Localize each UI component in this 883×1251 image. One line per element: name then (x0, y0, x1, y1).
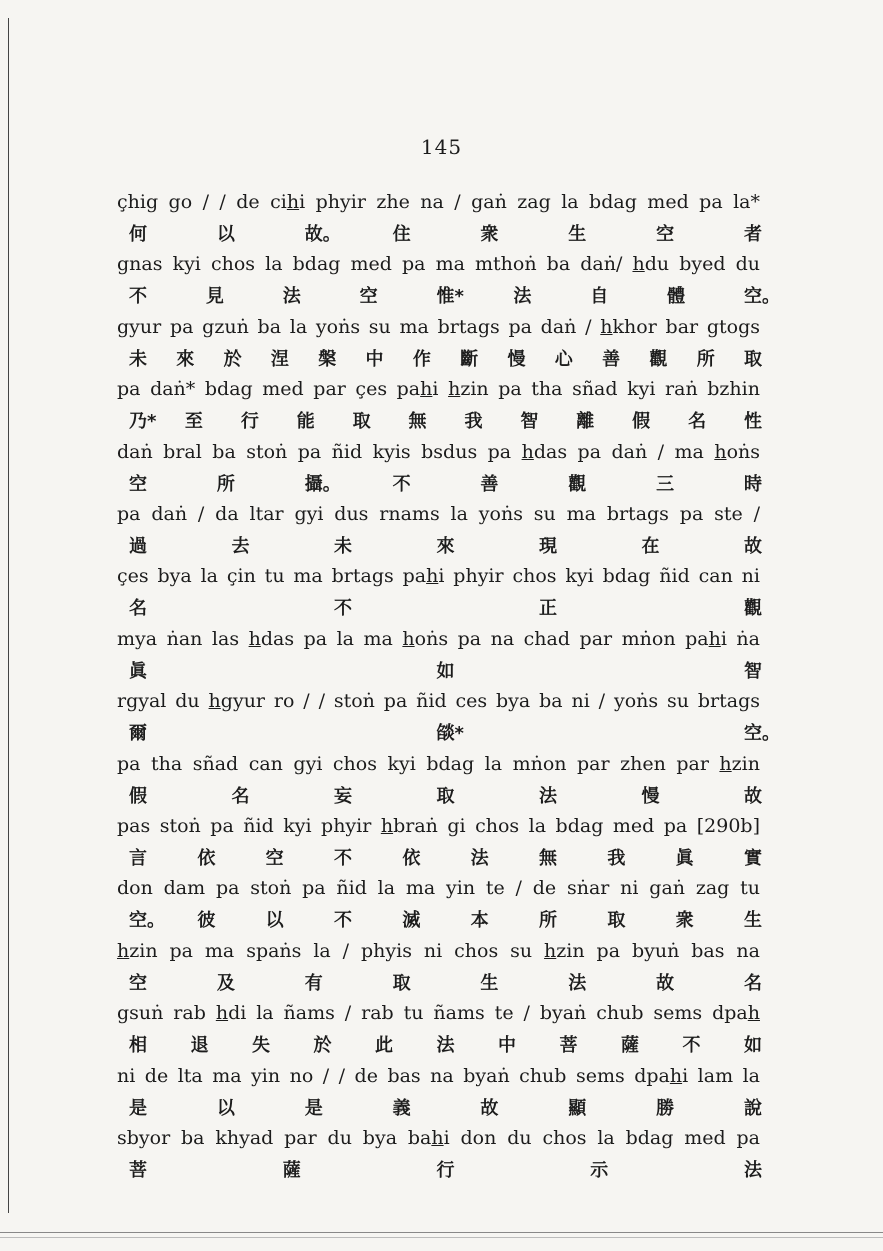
chinese-character: 實 (744, 848, 762, 869)
chinese-line (117, 908, 760, 934)
chinese-line (117, 409, 760, 435)
chinese-character: 示 (590, 1160, 609, 1181)
tibetan-line: pa tha sñad can gyi chos kyi bdag la mṅon par zhen par hzin (117, 752, 760, 775)
tibetan-line: gnas kyi chos la bdag med pa ma mthoṅ ba daṅ/ hdu byed du (117, 253, 760, 276)
chinese-character: 未 (129, 348, 147, 370)
chinese-character: 彼 (197, 910, 216, 932)
chinese-line (117, 347, 760, 373)
chinese-character: 滅 (402, 910, 421, 932)
chinese-character: 衆 (675, 910, 694, 932)
chinese-line (117, 534, 760, 560)
chinese-character: 能 (296, 411, 315, 433)
tibetan-line: sbyor ba khyad par du bya bahi don du chos la bdag med pa (117, 1127, 760, 1149)
chinese-character: 所 (539, 910, 557, 932)
chinese-character: 來 (436, 536, 455, 557)
chinese-character: 過 (129, 536, 147, 557)
chinese-line (117, 472, 760, 498)
chinese-line (117, 721, 780, 747)
chinese-character: 來 (176, 348, 195, 370)
chinese-character: 薩 (621, 1035, 639, 1057)
chinese-line (117, 1158, 760, 1184)
tibetan-line: daṅ bral ba stoṅ pa ñid kyis bsdus pa hdas pa daṅ / ma hoṅs (117, 440, 760, 463)
chinese-character: 於 (223, 348, 242, 370)
chinese-character: 善 (480, 473, 499, 495)
chinese-character: 不 (334, 598, 352, 620)
chinese-character: 顯 (568, 1097, 587, 1119)
chinese-character: 觀 (744, 598, 762, 620)
chinese-character: 何 (129, 224, 147, 245)
chinese-character: 空。 (744, 286, 780, 308)
chinese-line (117, 846, 760, 872)
chinese-character: 在 (641, 536, 660, 557)
chinese-character: 不 (129, 286, 147, 308)
chinese-character: 心 (554, 348, 573, 370)
chinese-character: 法 (470, 848, 489, 869)
tibetan-line: gsuṅ rab hdi la ñams / rab tu ñams te / byaṅ chub sems dpah (117, 1002, 760, 1025)
chinese-line (117, 1096, 760, 1122)
chinese-character: 空 (129, 473, 147, 495)
chinese-character: 去 (231, 536, 250, 557)
chinese-character: 失 (252, 1035, 270, 1057)
chinese-character: 離 (576, 411, 595, 433)
chinese-character: 法 (436, 1035, 455, 1057)
chinese-character: 智 (520, 411, 539, 433)
chinese-character: 名 (744, 972, 762, 994)
chinese-character: 故 (744, 785, 762, 807)
chinese-character: 空。 (744, 723, 780, 745)
chinese-character: 及 (216, 972, 235, 994)
tibetan-line: çes bya la çin tu ma brtags pahi phyir chos kyi bdag ñid can ni (117, 565, 760, 588)
chinese-character: 觀 (649, 348, 668, 370)
chinese-character: 取 (352, 411, 371, 433)
page-number: 145 (420, 135, 463, 159)
chinese-character: 法 (539, 785, 557, 807)
chinese-line (117, 284, 780, 310)
chinese-character: 不 (682, 1035, 701, 1057)
chinese-character: 以 (216, 1097, 235, 1119)
tibetan-line: rgyal du hgyur ro / / stoṅ pa ñid ces bya ba ni / yoṅs su brtags (117, 690, 760, 713)
chinese-line (117, 659, 760, 685)
page-bottom-edge (0, 1232, 883, 1233)
chinese-character: 法 (744, 1160, 762, 1181)
chinese-line (117, 222, 760, 248)
chinese-character: 自 (590, 286, 609, 308)
chinese-character: 名 (129, 598, 147, 620)
chinese-character: 爾 (129, 723, 147, 745)
chinese-character: 所 (696, 348, 715, 370)
chinese-character: 薩 (282, 1160, 301, 1181)
chinese-character: 行 (240, 411, 259, 433)
chinese-character: 乃* (129, 411, 157, 433)
tibetan-line: gyur pa gzuṅ ba la yoṅs su ma brtags pa daṅ / hkhor bar gtogs (117, 315, 761, 338)
chinese-character: 者 (744, 224, 762, 245)
chinese-character: 善 (602, 348, 621, 370)
chinese-character: 故 (480, 1097, 499, 1119)
chinese-character: 依 (402, 848, 421, 869)
chinese-character: 我 (464, 411, 483, 433)
chinese-character: 取 (436, 785, 455, 807)
page-left-edge (8, 18, 9, 1213)
chinese-character: 是 (304, 1097, 323, 1119)
chinese-character: 不 (392, 473, 411, 495)
chinese-character: 作 (412, 348, 431, 370)
chinese-character: 燄* (436, 723, 464, 745)
chinese-character: 涅 (270, 348, 289, 370)
chinese-character: 空。 (129, 910, 165, 932)
chinese-character: 言 (129, 848, 147, 869)
chinese-character: 法 (282, 286, 301, 308)
chinese-character: 說 (744, 1097, 762, 1119)
chinese-character: 觀 (568, 473, 587, 495)
chinese-character: 以 (216, 224, 235, 245)
chinese-character: 眞 (675, 848, 694, 869)
chinese-line (117, 1033, 760, 1059)
chinese-character: 不 (334, 848, 352, 869)
chinese-character: 退 (190, 1035, 209, 1057)
chinese-character: 慢 (641, 785, 660, 807)
chinese-character: 名 (231, 785, 250, 807)
chinese-character: 我 (607, 848, 626, 869)
chinese-character: 以 (265, 910, 284, 932)
chinese-character: 如 (436, 660, 455, 682)
chinese-line (117, 596, 760, 622)
chinese-character: 空 (265, 848, 284, 869)
chinese-character: 時 (744, 473, 762, 495)
chinese-character: 不 (334, 910, 352, 932)
chinese-character: 故 (744, 536, 762, 557)
chinese-character: 義 (392, 1097, 411, 1119)
chinese-character: 勝 (656, 1097, 675, 1119)
page-bottom-edge-shadow (0, 1237, 883, 1238)
chinese-character: 眞 (129, 660, 147, 682)
chinese-character: 惟* (436, 286, 464, 308)
chinese-character: 取 (744, 348, 762, 370)
chinese-character: 名 (688, 411, 707, 433)
chinese-character: 取 (607, 910, 626, 932)
chinese-character: 所 (216, 473, 235, 495)
chinese-character: 體 (667, 286, 686, 308)
chinese-character: 三 (656, 473, 675, 495)
chinese-character: 如 (744, 1035, 762, 1057)
chinese-character: 相 (129, 1035, 147, 1057)
chinese-character: 無 (408, 411, 427, 433)
chinese-character: 依 (197, 848, 216, 869)
chinese-character: 見 (205, 286, 224, 308)
chinese-character: 智 (744, 660, 762, 682)
tibetan-line: don dam pa stoṅ pa ñid la ma yin te / de sṅar ni gaṅ zag tu (117, 877, 760, 900)
chinese-character: 生 (744, 910, 762, 932)
tibetan-line: ni de lta ma yin no / / de bas na byaṅ chub sems dpahi lam la (117, 1064, 760, 1087)
chinese-character: 至 (184, 411, 203, 433)
tibetan-line: pa daṅ* bdag med par çes pahi hzin pa tha sñad kyi raṅ bzhin (117, 378, 760, 401)
chinese-character: 是 (129, 1097, 147, 1119)
chinese-character: 本 (470, 910, 489, 932)
tibetan-line: hzin pa ma spaṅs la / phyis ni chos su hzin pa byuṅ bas na (117, 939, 760, 962)
chinese-character: 未 (334, 536, 352, 557)
chinese-character: 故。 (304, 224, 341, 245)
chinese-character: 生 (568, 224, 587, 245)
chinese-character: 性 (744, 411, 762, 433)
chinese-character: 生 (480, 972, 499, 994)
chinese-character: 現 (539, 536, 557, 557)
tibetan-line: pas stoṅ pa ñid kyi phyir hbraṅ gi chos la bdag med pa [290b] (117, 815, 761, 837)
chinese-character: 空 (359, 286, 378, 308)
chinese-character: 於 (313, 1035, 332, 1057)
chinese-character: 住 (392, 224, 411, 245)
chinese-character: 攝。 (304, 473, 341, 495)
tibetan-line: çhig go / / de cihi phyir zhe na / gaṅ zag la bdag med pa la* (117, 191, 761, 213)
chinese-character: 正 (539, 598, 557, 620)
tibetan-line: mya ṅan las hdas pa la ma hoṅs pa na chad par mṅon pahi ṅa (117, 627, 761, 650)
chinese-character: 衆 (480, 224, 499, 245)
chinese-character: 菩 (559, 1035, 578, 1057)
chinese-character: 槃 (318, 348, 337, 370)
chinese-character: 空 (656, 224, 675, 245)
chinese-character: 妄 (334, 785, 352, 807)
chinese-character: 假 (632, 411, 651, 433)
chinese-character: 中 (365, 348, 384, 370)
chinese-character: 法 (513, 286, 532, 308)
chinese-character: 慢 (507, 348, 526, 370)
chinese-character: 法 (568, 972, 587, 994)
chinese-character: 行 (436, 1160, 455, 1181)
chinese-character: 有 (304, 972, 323, 994)
chinese-character: 取 (392, 972, 411, 994)
tibetan-line: pa daṅ / da ltar gyi dus rnams la yoṅs su ma brtags pa ste / (117, 503, 760, 525)
chinese-character: 中 (498, 1035, 516, 1057)
chinese-character: 假 (129, 785, 147, 807)
chinese-character: 無 (539, 848, 557, 869)
chinese-line (117, 971, 760, 997)
chinese-character: 此 (375, 1035, 393, 1057)
chinese-character: 空 (129, 972, 147, 994)
chinese-line (117, 784, 760, 810)
chinese-character: 故 (656, 972, 675, 994)
chinese-character: 菩 (129, 1160, 147, 1181)
chinese-character: 斷 (460, 348, 479, 370)
